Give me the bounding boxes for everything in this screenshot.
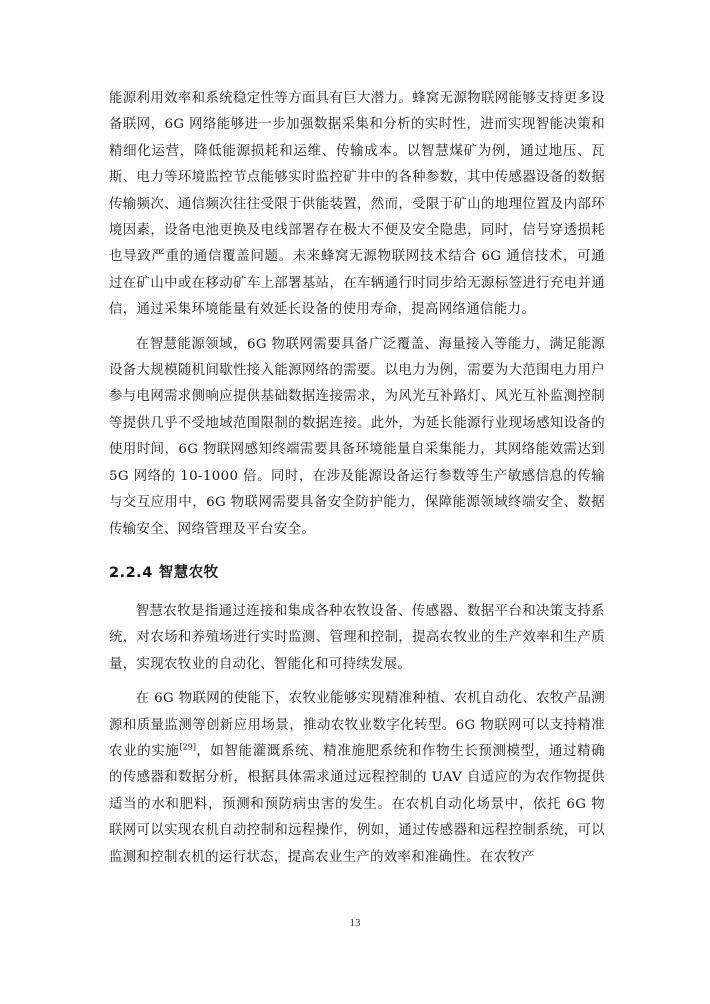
paragraph-energy-efficiency: 能源利用效率和系统稳定性等方面具有巨大潜力。蜂窝无源物联网能够支持更多设备联网，6G 网络能够进一步加强数据采集和分析的实时性，进而实现智能决策和精细化运营，降低能源损耗和运维、传输成本。以智慧煤矿为例，通过地压、瓦斯、电力等环境监控节点能够实时监控矿井中的各种参数，其中传感器设备的数据传输频次、通信频次往往受限于供能装置，然而，受限于矿山的地理位置及内部环境因素，设备电池更换及电线部署存在极大不便及安全隐患，同时，信号穿透损耗也导致严重的通信覆盖问题。未来蜂窝无源物联网技术结合 6G 通信技术，可通过在矿山中或在移动矿车上部署基站，在车辆通行时同步给无源标签进行充电并通信，通过采集环境能量有效延长设备的使用寿命，提高网络通信能力。 bbox=[109, 91, 605, 318]
paragraph-6g-agriculture-applications bbox=[109, 686, 605, 871]
paragraph-smart-energy: 在智慧能源领域，6G 物联网需要具备广泛覆盖、海量接入等能力，满足能源设备大规模随机间歇性接入能源网络的需要。以电力为例，需要为大范围电力用户参与电网需求侧响应提供基础数据连接需求，为风光互补路灯、风光互补监测控制等提供几乎不受地域范围限制的数据连接。此外，为延长能源行业现场感知设备的使用时间，6G 物联网感知终端需要具备环境能量自采集能力，其网络能效需达到 5G 网络的 10-1000 倍。同时，在涉及能源设备运行参数等生产敏感信息的传输与交互应用中，6G 物联网需要具备安全防护能力，保障能源领域终端安全、数据传输安全、网络管理及平台安全。 bbox=[109, 336, 605, 537]
section-heading bbox=[109, 561, 605, 585]
paragraph-text-before-citation: 在 6G 物联网的使能下，农牧业能够实现精准种植、农机自动化、农牧产品溯源和质量监测等创新应用场景，推动农牧业数字化转型。6G 物联网可以支持精准农业的实施 bbox=[109, 691, 605, 759]
paragraph-smart-agriculture-definition: 智慧农牧是指通过连接和集成各种农牧设备、传感器、数据平台和决策支持系统，对农场和养殖场进行实时监测、管理和控制，提高农牧业的生产效率和生产质量，实现农牧业的自动化、智能化和可持续发展。 bbox=[109, 603, 605, 672]
page-number: 13 bbox=[349, 917, 361, 929]
section-number: 2.2.4 bbox=[109, 564, 153, 581]
section-title: 智慧农牧 bbox=[158, 564, 219, 581]
paragraph-text-after-citation: ，如智能灌溉系统、精准施肥系统和作物生长预测模型，通过精确的传感器和数据分析，根据具体需求通过远程控制的 UAV 自适应的为农作物提供适当的水和肥料，预测和预防病虫害的发生。在农机自动化场景中，依托 6G 物联网可以实现农机自动控制和远程操作，例如，通过传感器和远程控制系统，可以监测和控制农机的运行状态，提高农业生产的效率和准确性。在农牧产 bbox=[109, 743, 605, 865]
citation-reference[interactable]: [29] bbox=[179, 742, 196, 752]
document-page bbox=[109, 86, 605, 871]
